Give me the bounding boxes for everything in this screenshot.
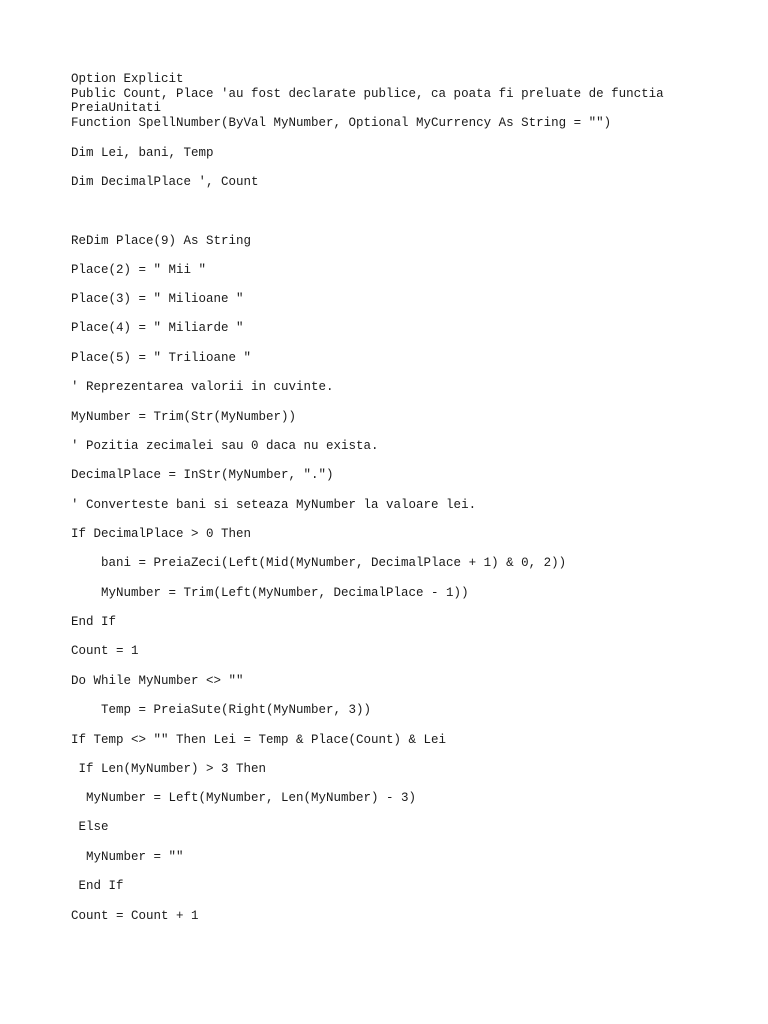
code-line: Place(4) = " Miliarde " [71, 321, 244, 335]
code-line: Count = 1 [71, 644, 139, 658]
code-line: PreiaUnitati [71, 101, 162, 115]
code-line: MyNumber = Trim(Left(MyNumber, DecimalPlace - 1)) [71, 586, 469, 600]
code-line: If DecimalPlace > 0 Then [71, 527, 252, 541]
code-line: bani = PreiaZeci(Left(Mid(MyNumber, DecimalPlace + 1) & 0, 2)) [71, 556, 567, 570]
code-line: If Len(MyNumber) > 3 Then [71, 762, 267, 776]
code-line: MyNumber = Trim(Str(MyNumber)) [71, 410, 297, 424]
code-line: ' Pozitia zecimalei sau 0 daca nu exista. [71, 439, 379, 453]
code-line: MyNumber = Left(MyNumber, Len(MyNumber) - 3) [71, 791, 417, 805]
code-line: Place(5) = " Trilioane " [71, 351, 252, 365]
code-line: Place(3) = " Milioane " [71, 292, 244, 306]
code-line: Do While MyNumber <> "" [71, 674, 244, 688]
code-line: Function SpellNumber(ByVal MyNumber, Optional MyCurrency As String = "") [71, 116, 612, 130]
code-line: Else [71, 820, 109, 834]
code-line: DecimalPlace = InStr(MyNumber, ".") [71, 468, 334, 482]
code-line: End If [71, 879, 124, 893]
code-line: Dim Lei, bani, Temp [71, 146, 214, 160]
code-line: Place(2) = " Mii " [71, 263, 207, 277]
code-line: Temp = PreiaSute(Right(MyNumber, 3)) [71, 703, 372, 717]
code-line: ' Converteste bani si seteaza MyNumber la valoare lei. [71, 498, 477, 512]
code-line: Count = Count + 1 [71, 909, 199, 923]
code-line: If Temp <> "" Then Lei = Temp & Place(Count) & Lei [71, 733, 447, 747]
code-line: Public Count, Place 'au fost declarate publice, ca poata fi preluate de functia [71, 87, 664, 101]
code-line: ReDim Place(9) As String [71, 234, 252, 248]
code-line: End If [71, 615, 117, 629]
code-line: ' Reprezentarea valorii in cuvinte. [71, 380, 334, 394]
code-line: MyNumber = "" [71, 850, 184, 864]
code-line: Option Explicit [71, 72, 184, 86]
code-line: Dim DecimalPlace ', Count [71, 175, 259, 189]
